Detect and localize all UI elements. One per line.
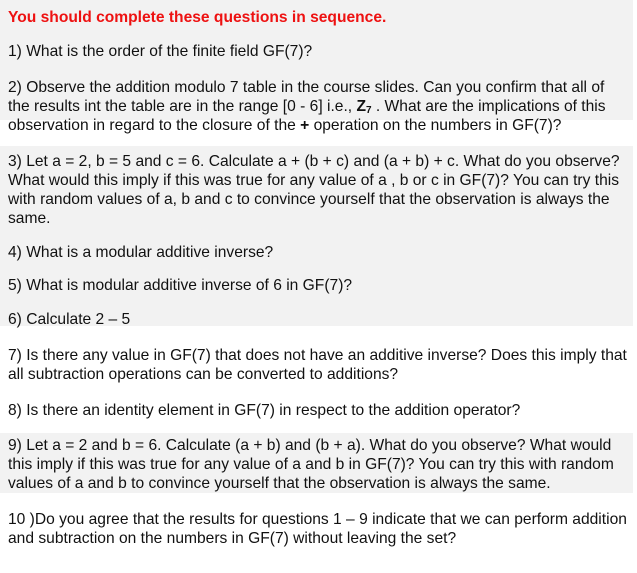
question-7: 7) Is there any value in GF(7) that does not have an additive inverse? Does this imply that all subtraction operations can be converted to additions? [8,347,627,383]
plus-operator: + [300,117,310,134]
question-2-text-c: operation on the numbers in GF(7)? [309,117,562,134]
question-9: 9) Let a = 2 and b = 6. Calculate (a + b) and (b + a). What do you observe? What would this imply if this was true for any value of a and b in GF(7)? You can try this with random values of a and b to convince yourself that the observation is always the same. [8,437,614,492]
z7-symbol [356,98,371,115]
question-6: 6) Calculate 2 – 5 [8,311,131,328]
instructions-heading: You should complete these questions in sequence. [8,9,387,26]
z7-subscript: 7 [366,105,372,116]
question-1: 1) What is the order of the finite field GF(7)? [8,43,313,60]
question-4: 4) What is a modular additive inverse? [8,244,274,261]
question-2 [0,78,633,135]
question-3: 3) Let a = 2, b = 5 and c = 6. Calculate a + (b + c) and (a + b) + c. What do you observe? What would this imply if this was true for any value of a , b or c in GF(7)? You can try this with random values of a, b and c to convince yourself that the observation is always the same. [8,153,620,227]
question-5: 5) What is modular additive inverse of 6 in GF(7)? [8,277,353,294]
question-2-text-a: 2) Observe the addition modulo 7 table in the course slides. Can you confirm that all of the results int the table are in the range [0 - 6] i.e., [8,79,605,115]
question-8: 8) Is there an identity element in GF(7) in respect to the addition operator? [8,402,521,419]
z7-letter: Z [356,98,366,115]
question-10: 10 )Do you agree that the results for questions 1 – 9 indicate that we can perform addition and subtraction on the numbers in GF(7) without leaving the set? [8,511,627,547]
question-2-text-b: . What are the implications of this observation in regard to the closure of the [8,98,606,134]
